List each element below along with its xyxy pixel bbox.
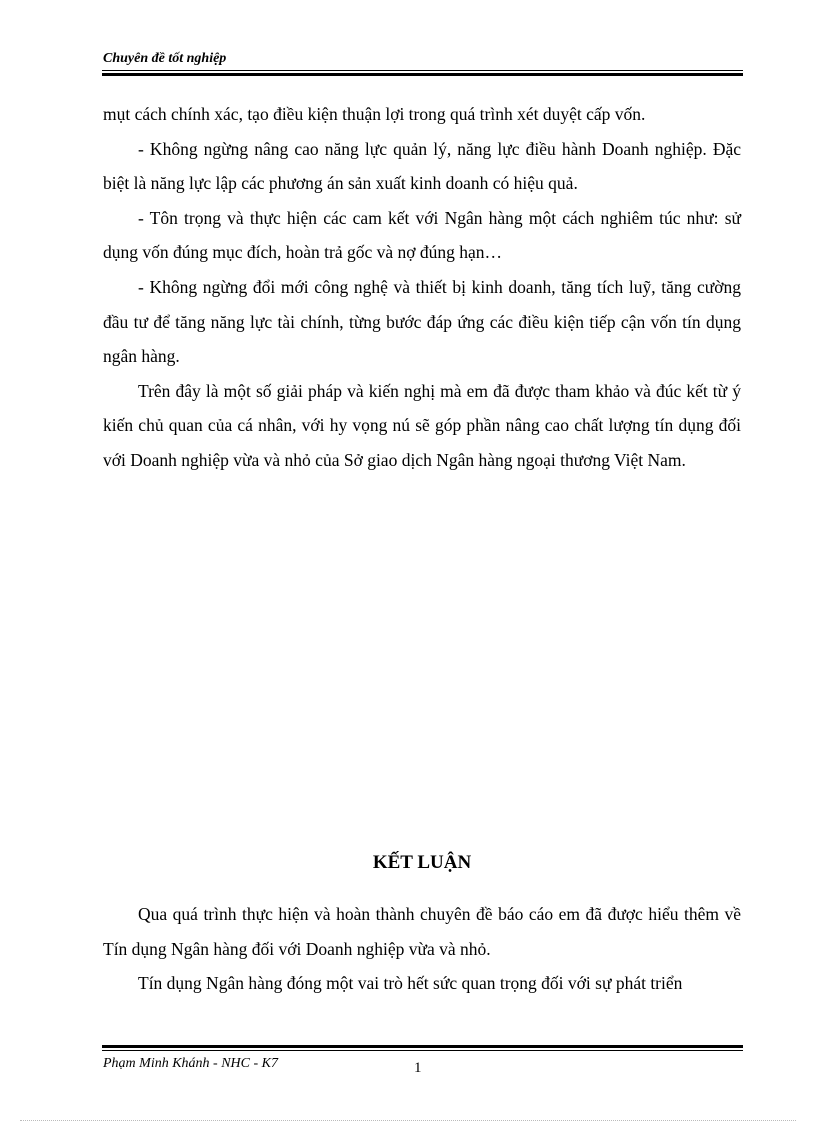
bullet-paragraph: - Không ngừng nâng cao năng lực quản lý, năng lực điều hành Doanh nghiệp. Đặc biệt là năng lực lập các phương án sản xuất kinh doanh có hiệu quả. <box>103 138 741 194</box>
bullet-paragraph: - Tôn trọng và thực hiện các cam kết với Ngân hàng một cách nghiêm túc như: sử dụng vốn đúng mục đích, hoàn trả gốc và nợ đúng hạn… <box>103 207 741 263</box>
body-text <box>103 97 741 478</box>
header-title: Chuyên đề tốt nghiệp <box>103 51 227 66</box>
conclusion-paragraph: Tín dụng Ngân hàng đóng một vai trò hết sức quan trọng đối với sự phát triển <box>138 973 683 994</box>
summary-paragraph: Trên đây là một số giải pháp và kiến nghị mà em đã được tham khảo và đúc kết từ ý kiến chủ quan của cá nhân, với hy vọng nú sẽ góp phần nâng cao chất lượng tín dụng đối với Doanh nghiệp vừa và nhỏ của Sở giao dịch Ngân hàng ngoại thương Việt Nam. <box>103 380 741 470</box>
conclusion-paragraph: Qua quá trình thực hiện và hoàn thành chuyên đề báo cáo em đã được hiểu thêm về Tín dụng Ngân hàng đối với Doanh nghiệp vừa và nhỏ. <box>103 904 741 959</box>
page-number: 1 <box>414 1060 422 1076</box>
section-title: KẾT LUẬN <box>372 852 472 873</box>
footer-author: Phạm Minh Khánh - NHC - K7 <box>103 1056 278 1071</box>
page-boundary-line <box>20 1120 796 1121</box>
paragraph-continuation: mụt cách chính xác, tạo điều kiện thuận lợi trong quá trình xét duyệt cấp vốn. <box>103 104 646 124</box>
header-rule-thick <box>102 73 743 76</box>
header-rule-thin <box>102 70 743 71</box>
footer-rule-thin <box>102 1050 743 1051</box>
footer-rule-thick <box>102 1045 743 1048</box>
conclusion-text <box>103 897 741 1001</box>
bullet-paragraph: - Không ngừng đổi mới công nghệ và thiết bị kinh doanh, tăng tích luỹ, tăng cường đầu tư để tăng năng lực tài chính, từng bước đáp ứng các điều kiện tiếp cận vốn tín dụng ngân hàng. <box>103 276 741 367</box>
